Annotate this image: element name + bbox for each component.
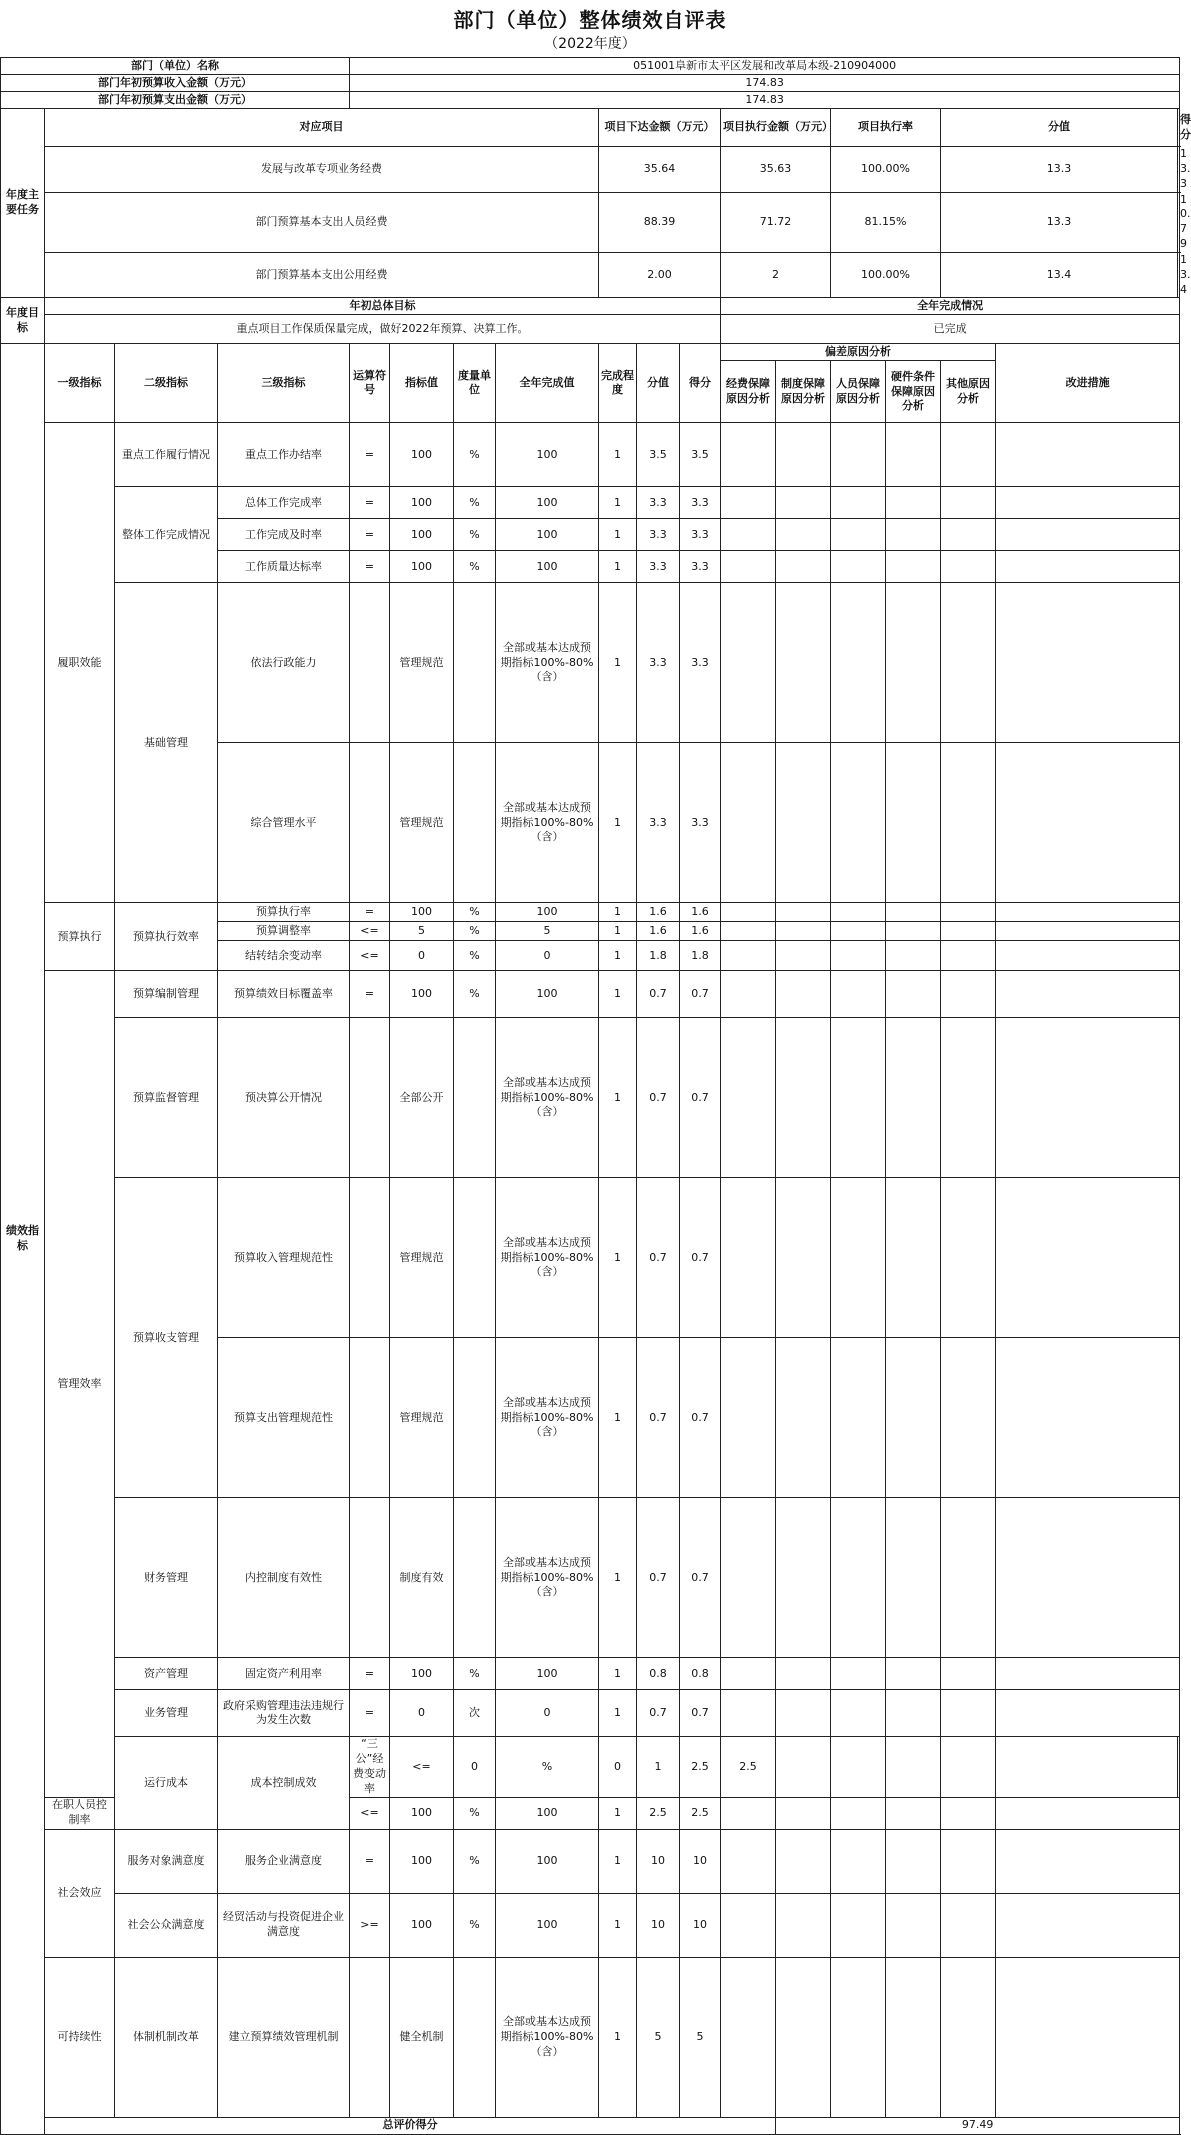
level3-cell: 预算支出管理规范性 bbox=[218, 1338, 350, 1498]
level1-cell: 运行成本 bbox=[115, 1737, 218, 1829]
degree-cell: 1 bbox=[599, 1893, 637, 1957]
actual-cell: 100 bbox=[496, 1658, 599, 1690]
task-amount: 88.39 bbox=[599, 192, 721, 252]
value-cell: 0.8 bbox=[637, 1658, 680, 1690]
level2-cell: 成本控制成效 bbox=[218, 1737, 350, 1829]
unit-cell: % bbox=[454, 519, 496, 551]
level3-cell: 总体工作完成率 bbox=[218, 487, 350, 519]
operator-cell bbox=[350, 1338, 390, 1498]
score-cell: 3.5 bbox=[680, 423, 721, 487]
value-cell: 0.7 bbox=[637, 971, 680, 1018]
task-value: 13.3 bbox=[941, 147, 1178, 193]
operator-cell: >= bbox=[350, 1893, 390, 1957]
operator-cell: = bbox=[350, 903, 390, 922]
value-cell: 0.7 bbox=[637, 1690, 680, 1737]
degree-cell: 1 bbox=[599, 1658, 637, 1690]
target-cell: 管理规范 bbox=[390, 743, 454, 903]
level3-cell: 预决算公开情况 bbox=[218, 1018, 350, 1178]
value-cell: 3.3 bbox=[637, 583, 680, 743]
target-cell: 健全机制 bbox=[390, 1957, 454, 2117]
table-row bbox=[1, 1829, 1180, 1893]
col-level2: 二级指标 bbox=[115, 344, 218, 423]
target-cell: 100 bbox=[390, 1829, 454, 1893]
actual-cell: 全部或基本达成预期指标100%-80%（含） bbox=[496, 1018, 599, 1178]
target-cell: 100 bbox=[390, 423, 454, 487]
operator-cell: <= bbox=[390, 1737, 454, 1797]
operator-cell: <= bbox=[350, 941, 390, 971]
task-exec: 71.72 bbox=[721, 192, 831, 252]
operator-cell: = bbox=[350, 487, 390, 519]
col-value: 分值 bbox=[637, 344, 680, 423]
operator-cell: = bbox=[350, 551, 390, 583]
col-dev-staff: 人员保障原因分析 bbox=[831, 361, 886, 423]
col-dev-other: 其他原因分析 bbox=[941, 361, 996, 423]
value-cell: 0.7 bbox=[637, 1178, 680, 1338]
target-cell: 管理规范 bbox=[390, 583, 454, 743]
task-item: 部门预算基本支出公用经费 bbox=[45, 252, 599, 298]
degree-cell: 1 bbox=[599, 971, 637, 1018]
operator-cell: = bbox=[350, 1829, 390, 1893]
actual-cell: 全部或基本达成预期指标100%-80%（含） bbox=[496, 1338, 599, 1498]
task-row bbox=[1, 252, 1180, 298]
score-cell: 0.7 bbox=[680, 1498, 721, 1658]
col-level1: 一级指标 bbox=[45, 344, 115, 423]
tasks-col-item: 对应项目 bbox=[45, 109, 599, 147]
score-cell: 3.3 bbox=[680, 487, 721, 519]
level3-cell: 预算绩效目标覆盖率 bbox=[218, 971, 350, 1018]
value-cell: 10 bbox=[637, 1893, 680, 1957]
operator-cell: = bbox=[350, 519, 390, 551]
target-cell: 100 bbox=[390, 903, 454, 922]
value-cell: 1.6 bbox=[637, 903, 680, 922]
task-amount: 35.64 bbox=[599, 147, 721, 193]
task-rate: 100.00% bbox=[831, 147, 941, 193]
target-cell: 管理规范 bbox=[390, 1178, 454, 1338]
level1-cell: 可持续性 bbox=[45, 1957, 115, 2117]
score-cell: 0.7 bbox=[680, 1338, 721, 1498]
value-cell: 1.6 bbox=[637, 922, 680, 941]
evaluation-table bbox=[0, 57, 1191, 2135]
expense-label: 部门年初预算支出金额（万元） bbox=[1, 92, 350, 109]
actual-cell: 100 bbox=[496, 1829, 599, 1893]
actual-cell: 100 bbox=[496, 487, 599, 519]
target-cell: 100 bbox=[390, 1658, 454, 1690]
table-row bbox=[1, 1737, 1180, 1797]
task-exec: 35.63 bbox=[721, 147, 831, 193]
level2-cell: 预算收支管理 bbox=[115, 1178, 218, 1498]
degree-cell: 1 bbox=[599, 922, 637, 941]
goals-col-target: 年初总体目标 bbox=[45, 298, 721, 315]
target-cell: 100 bbox=[390, 551, 454, 583]
unit-cell: 次 bbox=[454, 1690, 496, 1737]
score-cell: 0.8 bbox=[680, 1658, 721, 1690]
task-value: 13.4 bbox=[941, 252, 1178, 298]
income-value: 174.83 bbox=[350, 75, 1180, 92]
target-cell: 100 bbox=[390, 1797, 454, 1829]
tasks-col-rate: 项目执行率 bbox=[831, 109, 941, 147]
task-item: 部门预算基本支出人员经费 bbox=[45, 192, 599, 252]
actual-cell: 全部或基本达成预期指标100%-80%（含） bbox=[496, 743, 599, 903]
table-row bbox=[1, 1178, 1180, 1338]
score-cell: 10 bbox=[680, 1893, 721, 1957]
total-value: 97.49 bbox=[776, 2117, 1180, 2134]
actual-cell: 全部或基本达成预期指标100%-80%（含） bbox=[496, 583, 599, 743]
level2-cell: 服务对象满意度 bbox=[115, 1829, 218, 1893]
degree-cell: 1 bbox=[599, 941, 637, 971]
col-operator: 运算符号 bbox=[350, 344, 390, 423]
unit-cell: % bbox=[454, 1797, 496, 1829]
operator-cell: = bbox=[350, 971, 390, 1018]
col-dev-system: 制度保障原因分析 bbox=[776, 361, 831, 423]
task-exec: 2 bbox=[721, 252, 831, 298]
table-row bbox=[1, 1690, 1180, 1737]
operator-cell bbox=[350, 1957, 390, 2117]
score-cell: 1.6 bbox=[680, 922, 721, 941]
degree-cell: 1 bbox=[599, 1690, 637, 1737]
dept-name-value: 051001阜新市太平区发展和改革局本级-210904000 bbox=[350, 58, 1180, 75]
level3-cell: 预算收入管理规范性 bbox=[218, 1178, 350, 1338]
col-degree: 完成程度 bbox=[599, 344, 637, 423]
target-cell: 5 bbox=[390, 922, 454, 941]
operator-cell bbox=[350, 1498, 390, 1658]
level3-cell: 重点工作办结率 bbox=[218, 423, 350, 487]
degree-cell: 1 bbox=[599, 583, 637, 743]
operator-cell: <= bbox=[350, 1797, 390, 1829]
actual-cell: 100 bbox=[496, 519, 599, 551]
task-amount: 2.00 bbox=[599, 252, 721, 298]
goals-completion: 已完成 bbox=[721, 315, 1180, 344]
value-cell: 3.5 bbox=[637, 423, 680, 487]
score-cell: 0.7 bbox=[680, 1178, 721, 1338]
col-target: 指标值 bbox=[390, 344, 454, 423]
degree-cell: 1 bbox=[599, 1797, 637, 1829]
table-row bbox=[1, 971, 1180, 1018]
task-item: 发展与改革专项业务经费 bbox=[45, 147, 599, 193]
operator-cell: = bbox=[350, 1690, 390, 1737]
level3-cell: 依法行政能力 bbox=[218, 583, 350, 743]
actual-cell: 100 bbox=[496, 971, 599, 1018]
col-unit: 度量单位 bbox=[454, 344, 496, 423]
table-row bbox=[1, 583, 1180, 743]
level2-cell: 体制机制改革 bbox=[115, 1957, 218, 2117]
tasks-col-score: 得分 bbox=[1178, 109, 1180, 147]
total-label: 总评价得分 bbox=[45, 2117, 776, 2134]
operator-cell: <= bbox=[350, 922, 390, 941]
level3-cell: 建立预算绩效管理机制 bbox=[218, 1957, 350, 2117]
unit-cell: % bbox=[454, 423, 496, 487]
degree-cell: 1 bbox=[599, 743, 637, 903]
target-cell: 0 bbox=[390, 941, 454, 971]
table-row bbox=[1, 423, 1180, 487]
value-cell: 3.3 bbox=[637, 551, 680, 583]
tasks-col-exec: 项目执行金额（万元） bbox=[721, 109, 831, 147]
level1-cell: 履职效能 bbox=[45, 423, 115, 903]
level2-cell: 预算监督管理 bbox=[115, 1018, 218, 1178]
unit-cell: % bbox=[454, 941, 496, 971]
actual-cell: 100 bbox=[496, 903, 599, 922]
unit-cell bbox=[454, 1498, 496, 1658]
target-cell: 全部公开 bbox=[390, 1018, 454, 1178]
task-score: 13.4 bbox=[1178, 252, 1180, 298]
dept-name-label: 部门（单位）名称 bbox=[1, 58, 350, 75]
actual-cell: 0 bbox=[496, 941, 599, 971]
operator-cell bbox=[350, 1018, 390, 1178]
score-cell: 3.3 bbox=[680, 551, 721, 583]
score-cell: 1.8 bbox=[680, 941, 721, 971]
value-cell: 3.3 bbox=[637, 487, 680, 519]
unit-cell bbox=[454, 583, 496, 743]
target-cell: 制度有效 bbox=[390, 1498, 454, 1658]
level2-cell: 重点工作履行情况 bbox=[115, 423, 218, 487]
income-label: 部门年初预算收入金额（万元） bbox=[1, 75, 350, 92]
actual-cell: 0 bbox=[599, 1737, 637, 1797]
value-cell: 3.3 bbox=[637, 519, 680, 551]
level3-cell: 综合管理水平 bbox=[218, 743, 350, 903]
degree-cell: 1 bbox=[599, 551, 637, 583]
score-cell: 10 bbox=[680, 1829, 721, 1893]
level3-cell: 政府采购管理违法违规行为发生次数 bbox=[218, 1690, 350, 1737]
level2-cell: 基础管理 bbox=[115, 583, 218, 903]
target-cell: 100 bbox=[390, 1893, 454, 1957]
table-row bbox=[1, 487, 1180, 519]
operator-cell bbox=[350, 1178, 390, 1338]
value-cell: 0.7 bbox=[637, 1338, 680, 1498]
degree-cell: 1 bbox=[599, 903, 637, 922]
col-level3: 三级指标 bbox=[218, 344, 350, 423]
actual-cell: 100 bbox=[496, 1893, 599, 1957]
actual-cell: 100 bbox=[496, 1797, 599, 1829]
value-cell: 10 bbox=[637, 1829, 680, 1893]
degree-cell: 1 bbox=[637, 1737, 680, 1797]
level2-cell: 社会公众满意度 bbox=[115, 1893, 218, 1957]
actual-cell: 0 bbox=[496, 1690, 599, 1737]
level3-cell: 经贸活动与投资促进企业满意度 bbox=[218, 1893, 350, 1957]
score-cell: 1.6 bbox=[680, 903, 721, 922]
col-deviation: 偏差原因分析 bbox=[721, 344, 996, 361]
level3-cell: 预算执行率 bbox=[218, 903, 350, 922]
unit-cell bbox=[454, 1018, 496, 1178]
table-row bbox=[1, 1498, 1180, 1658]
unit-cell: % bbox=[454, 922, 496, 941]
target-cell: 0 bbox=[390, 1690, 454, 1737]
task-score: 10.79 bbox=[1178, 192, 1180, 252]
goals-target: 重点项目工作保质保量完成，做好2022年预算、决算工作。 bbox=[45, 315, 721, 344]
level3-cell: 固定资产利用率 bbox=[218, 1658, 350, 1690]
unit-cell bbox=[454, 1338, 496, 1498]
actual-cell: 100 bbox=[496, 423, 599, 487]
degree-cell: 1 bbox=[599, 1178, 637, 1338]
target-cell: 0 bbox=[454, 1737, 496, 1797]
operator-cell: = bbox=[350, 1658, 390, 1690]
tasks-col-amount: 项目下达金额（万元） bbox=[599, 109, 721, 147]
page-title: 部门（单位）整体绩效自评表 bbox=[453, 8, 727, 32]
level1-cell: 社会效应 bbox=[45, 1829, 115, 1957]
score-cell: 3.3 bbox=[680, 583, 721, 743]
level3-cell: 预算调整率 bbox=[218, 922, 350, 941]
degree-cell: 1 bbox=[599, 1829, 637, 1893]
degree-cell: 1 bbox=[599, 423, 637, 487]
level3-cell: 在职人员控制率 bbox=[45, 1797, 115, 1829]
unit-cell: % bbox=[454, 487, 496, 519]
level2-cell: 整体工作完成情况 bbox=[115, 487, 218, 583]
level1-cell: 预算执行 bbox=[45, 903, 115, 971]
actual-cell: 全部或基本达成预期指标100%-80%（含） bbox=[496, 1498, 599, 1658]
degree-cell: 1 bbox=[599, 1498, 637, 1658]
actual-cell: 全部或基本达成预期指标100%-80%（含） bbox=[496, 1957, 599, 2117]
task-rate: 81.15% bbox=[831, 192, 941, 252]
level2-cell: 财务管理 bbox=[115, 1498, 218, 1658]
goals-section-label: 年度目标 bbox=[1, 298, 45, 344]
table-row bbox=[1, 1957, 1180, 2117]
task-score: 13.3 bbox=[1178, 147, 1180, 193]
level2-cell: 预算编制管理 bbox=[115, 971, 218, 1018]
task-row bbox=[1, 147, 1180, 193]
score-cell: 2.5 bbox=[680, 1797, 721, 1829]
value-cell: 1.8 bbox=[637, 941, 680, 971]
operator-cell: = bbox=[350, 423, 390, 487]
task-row bbox=[1, 192, 1180, 252]
degree-cell: 1 bbox=[599, 487, 637, 519]
unit-cell: % bbox=[454, 903, 496, 922]
unit-cell bbox=[454, 743, 496, 903]
level2-cell: 业务管理 bbox=[115, 1690, 218, 1737]
level2-cell: 资产管理 bbox=[115, 1658, 218, 1690]
table-row bbox=[1, 1893, 1180, 1957]
target-cell: 管理规范 bbox=[390, 1338, 454, 1498]
expense-value: 174.83 bbox=[350, 92, 1180, 109]
level3-cell: “三公”经费变动率 bbox=[350, 1737, 390, 1797]
target-cell: 100 bbox=[390, 487, 454, 519]
score-cell: 3.3 bbox=[680, 519, 721, 551]
actual-cell: 100 bbox=[496, 551, 599, 583]
value-cell: 3.3 bbox=[637, 743, 680, 903]
target-cell: 100 bbox=[390, 971, 454, 1018]
unit-cell: % bbox=[454, 971, 496, 1018]
score-cell: 0.7 bbox=[680, 1690, 721, 1737]
col-dev-hardware: 硬件条件保障原因分析 bbox=[886, 361, 941, 423]
unit-cell bbox=[454, 1957, 496, 2117]
value-cell: 0.7 bbox=[637, 1498, 680, 1658]
table-row bbox=[1, 1658, 1180, 1690]
level2-cell: 预算执行效率 bbox=[115, 903, 218, 971]
goals-col-completion: 全年完成情况 bbox=[721, 298, 1180, 315]
table-row bbox=[1, 1018, 1180, 1178]
operator-cell bbox=[350, 583, 390, 743]
value-cell: 2.5 bbox=[680, 1737, 721, 1797]
score-cell: 2.5 bbox=[721, 1737, 776, 1797]
value-cell: 2.5 bbox=[637, 1797, 680, 1829]
degree-cell: 1 bbox=[599, 1957, 637, 2117]
col-score: 得分 bbox=[680, 344, 721, 423]
unit-cell: % bbox=[454, 1893, 496, 1957]
tasks-section-label: 年度主要任务 bbox=[1, 109, 45, 298]
value-cell: 5 bbox=[637, 1957, 680, 2117]
score-cell: 0.7 bbox=[680, 1018, 721, 1178]
value-cell: 0.7 bbox=[637, 1018, 680, 1178]
unit-cell: % bbox=[454, 1658, 496, 1690]
table-row bbox=[1, 903, 1180, 922]
level3-cell: 工作质量达标率 bbox=[218, 551, 350, 583]
target-cell: 100 bbox=[390, 519, 454, 551]
unit-cell: % bbox=[454, 1829, 496, 1893]
actual-cell: 5 bbox=[496, 922, 599, 941]
level3-cell: 服务企业满意度 bbox=[218, 1829, 350, 1893]
tasks-col-value: 分值 bbox=[941, 109, 1178, 147]
indicators-section-label: 绩效指标 bbox=[1, 344, 45, 2134]
level3-cell: 工作完成及时率 bbox=[218, 519, 350, 551]
degree-cell: 1 bbox=[599, 1338, 637, 1498]
task-value: 13.3 bbox=[941, 192, 1178, 252]
col-measures: 改进措施 bbox=[996, 344, 1180, 423]
degree-cell: 1 bbox=[599, 519, 637, 551]
unit-cell: % bbox=[496, 1737, 599, 1797]
unit-cell: % bbox=[454, 551, 496, 583]
degree-cell: 1 bbox=[599, 1018, 637, 1178]
unit-cell bbox=[454, 1178, 496, 1338]
score-cell: 0.7 bbox=[680, 971, 721, 1018]
col-actual: 全年完成值 bbox=[496, 344, 599, 423]
actual-cell: 全部或基本达成预期指标100%-80%（含） bbox=[496, 1178, 599, 1338]
operator-cell bbox=[350, 743, 390, 903]
level3-cell: 结转结余变动率 bbox=[218, 941, 350, 971]
col-dev-fund: 经费保障原因分析 bbox=[721, 361, 776, 423]
task-rate: 100.00% bbox=[831, 252, 941, 298]
level1-cell: 管理效率 bbox=[45, 971, 115, 1797]
level3-cell: 内控制度有效性 bbox=[218, 1498, 350, 1658]
score-cell: 3.3 bbox=[680, 743, 721, 903]
score-cell: 5 bbox=[680, 1957, 721, 2117]
page-subtitle: （2022年度） bbox=[544, 36, 636, 52]
